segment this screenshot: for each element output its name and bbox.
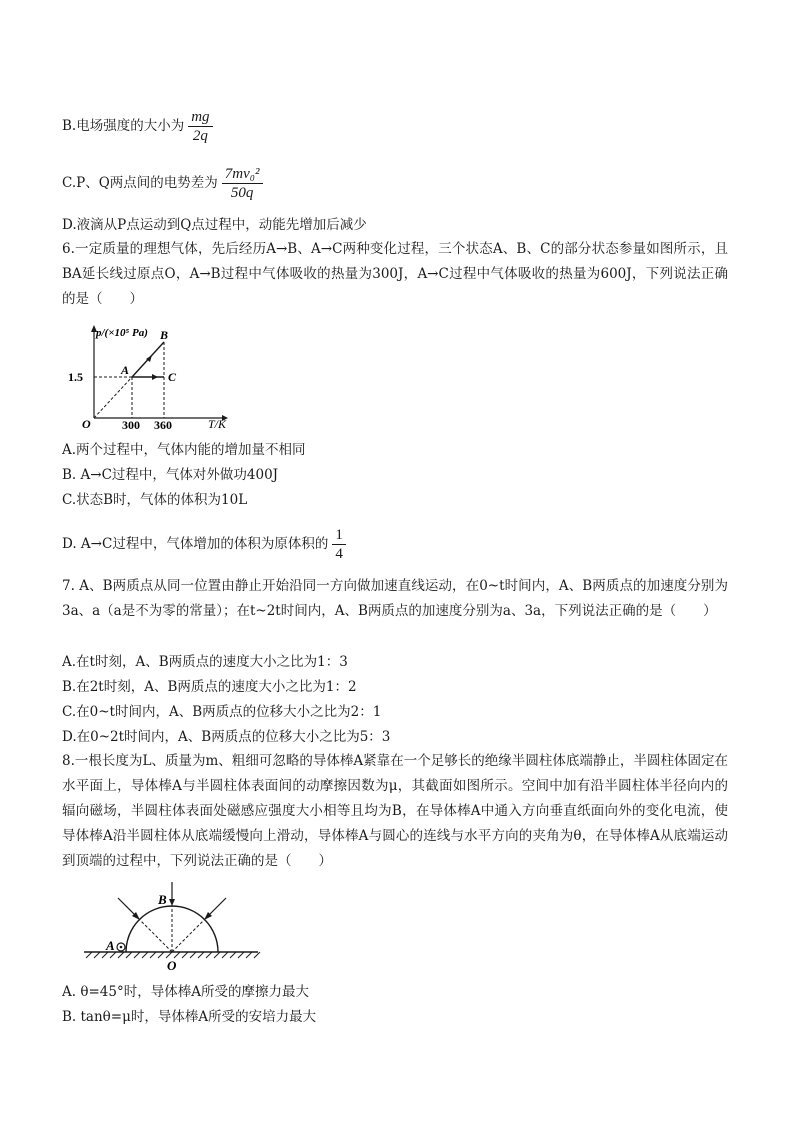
q5-option-c-fraction — [222, 165, 263, 202]
fraction-denominator: 2q — [192, 128, 208, 144]
x-axis-label: T/K — [208, 417, 227, 431]
q8-option-a: A. θ=45°时，导体棒A所受的摩擦力最大 — [62, 984, 309, 1000]
q6-stem: 6.一定质量的理想气体，先后经历A→B、A→C两种变化过程，三个状态A、B、C的部分状态参量如图所示，且BA延长线过原点O，A→B过程中气体吸收的热量为300J，A→C过程中气体吸收的热量为600J，下列说法正确的是（ ） — [62, 241, 728, 307]
q5-option-b-text: B.电场强度的大小为 — [62, 118, 185, 134]
left-radius — [139, 919, 172, 952]
fraction-numerator: mg — [188, 108, 212, 127]
process-a-c-arrow — [152, 374, 158, 380]
q7-stem: 7. A、B两质点从同一位置由静止开始沿同一方向做加速直线运动，在0~t时间内，A、B两质点的加速度分别为3a、a（a是不为零的常量）；在t~2t时间内，A、B两质点的加速度分别为a、3a，下列说法正确的是（ ） — [62, 578, 728, 619]
right-radius — [172, 919, 205, 952]
x-tick-300: 300 — [122, 418, 140, 432]
current-out-dot — [120, 946, 123, 949]
q7-option-b: B.在2t时刻，A、B两质点的速度大小之比为1：2 — [62, 679, 357, 695]
q6-option-d — [62, 526, 346, 563]
q5-option-c-text: C.P、Q两点间的电势差为 — [62, 175, 218, 191]
q6-option-c: C.状态B时，气体的体积为10L — [62, 492, 248, 508]
fraction-denominator: 4 — [335, 546, 343, 562]
x-tick-360: 360 — [154, 418, 172, 432]
q6-option-d-fraction — [332, 526, 346, 563]
q6-option-d-text: D. A→C过程中，气体增加的体积为原体积的 — [62, 536, 329, 552]
point-b-label: B — [160, 328, 169, 342]
point-c-label: C — [168, 370, 177, 384]
q8-half-cylinder-figure — [62, 880, 302, 980]
q5-option-b-fraction — [188, 108, 212, 145]
origin-dashed-line — [94, 377, 132, 418]
q6-pt-graph — [68, 322, 232, 434]
label-a: A — [106, 938, 115, 953]
y-tick-label: 1.5 — [68, 370, 83, 384]
q6-option-b: B. A→C过程中，气体对外做功400J — [62, 467, 279, 483]
fraction-numerator: 7mv₀² — [222, 165, 263, 184]
label-o: O — [167, 958, 177, 973]
half-cylinder-svg — [62, 880, 302, 976]
label-b: B — [158, 892, 167, 907]
q8-stem: 8.一根长度为L、质量为m、粗细可忽略的导体棒A紧靠在一个足够长的绝缘半圆柱体底端静止，半圆柱体固定在水平面上，导体棒A与半圆柱体表面间的动摩擦因数为μ，其截面如图所示。空间中加有沿半圆柱体半径向内的辐向磁场，半圆柱体表面处磁感应强度大小相等且均为B，在导体棒A中通入方向垂直纸面向外的变化电流，使导体棒A沿半圆柱体从底端缓慢向上滑动，导体棒A与圆心的连线与水平方向的夹角为θ，在导体棒A从底端运动到顶端的过程中，下列说法正确的是（ ） — [62, 753, 728, 869]
field-arrow-top-head — [169, 899, 175, 906]
q8-option-b: B. tanθ=μ时，导体棒A所受的安培力最大 — [62, 1009, 317, 1025]
q5-option-c — [62, 165, 263, 202]
q7-option-c: C.在0~t时间内，A、B两质点的位移大小之比为2：1 — [62, 704, 382, 720]
q7-option-d: D.在0~2t时间内，A、B两质点的位移大小之比为5：3 — [62, 729, 391, 745]
pt-diagram-svg — [68, 322, 232, 432]
q5-option-d: D.液滴从P点运动到Q点过程中，动能先增加后减少 — [62, 217, 367, 233]
q6-option-a: A.两个过程中，气体内能的增加量不相同 — [62, 442, 306, 458]
point-a-label: A — [121, 363, 130, 377]
fraction-denominator: 50q — [230, 185, 254, 201]
q7-option-a: A.在t时刻，A、B两质点的速度大小之比为1：3 — [62, 654, 348, 670]
q5-option-b — [62, 108, 213, 145]
fraction-numerator: 1 — [332, 526, 346, 545]
y-axis-label: p/(×10⁵ Pa) — [96, 327, 148, 339]
origin-label: O — [82, 417, 91, 431]
